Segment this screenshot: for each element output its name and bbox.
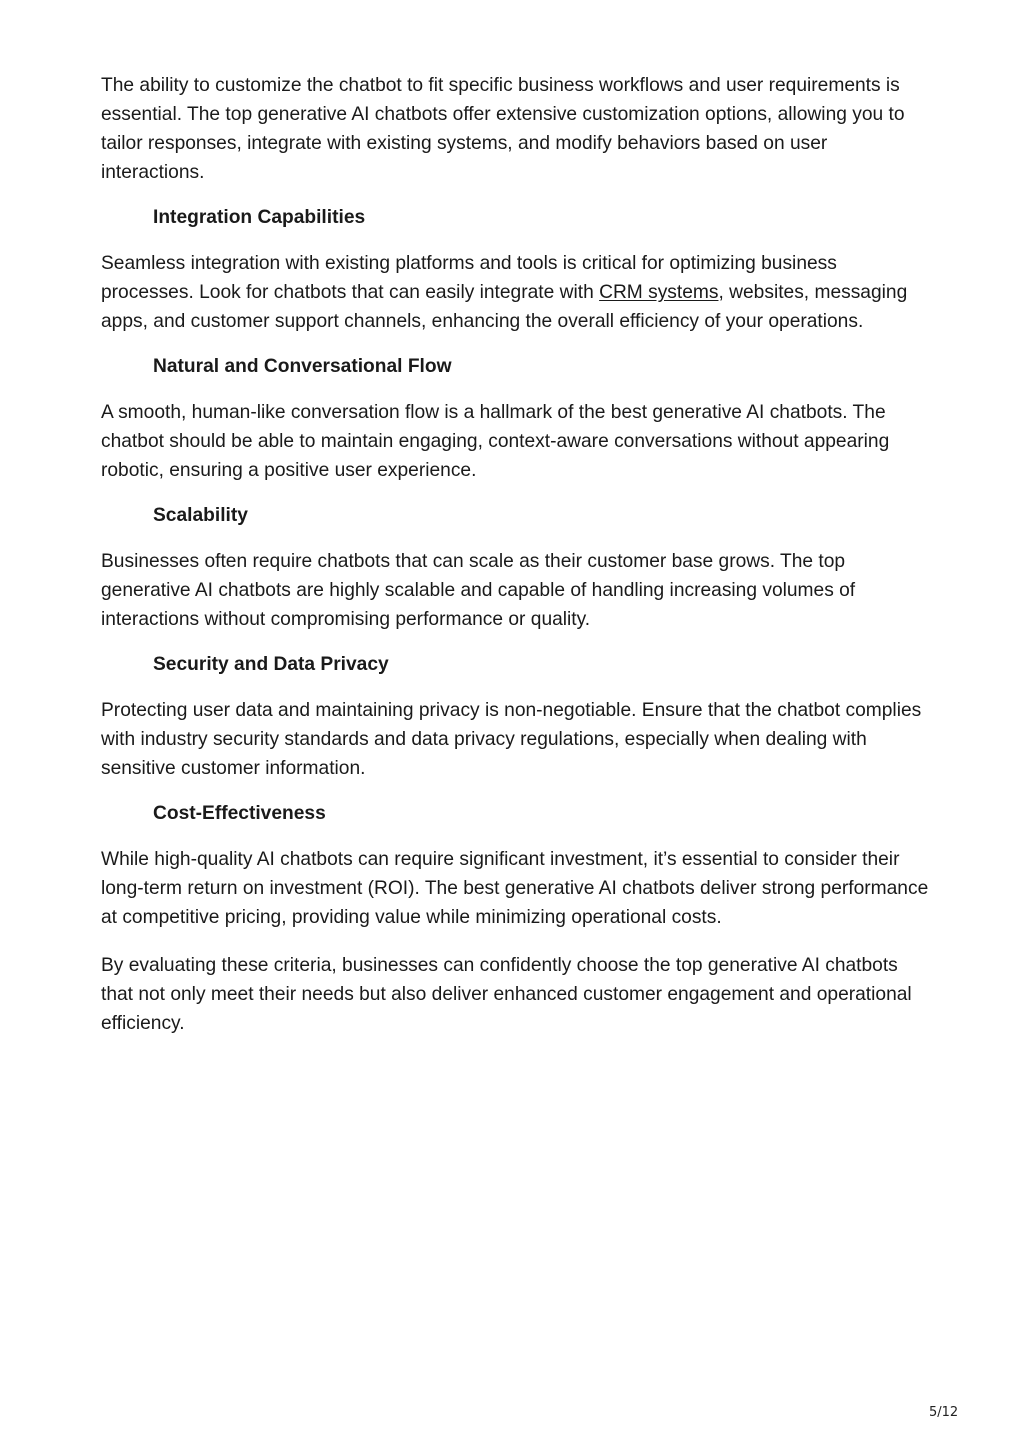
cost-paragraph: While high-quality AI chatbots can require significant investment, it’s essential to consider their long-term return on investment (ROI). The best generative AI chatbots deliver strong performance at competitive pricing, providing value while minimizing operational costs. — [101, 849, 929, 928]
crm-systems-link[interactable]: CRM systems — [599, 282, 719, 303]
flow-paragraph: A smooth, human-like conversation flow is a hallmark of the best generative AI chatbots. The chatbot should be able to maintain engaging, context-aware conversations without appearing robotic, ensuring a positive user experience. — [101, 402, 890, 481]
scalability-paragraph: Businesses often require chatbots that can scale as their customer base grows. The top generative AI chatbots are highly scalable and capable of handling increasing volumes of interactions without compromising performance or quality. — [101, 551, 856, 630]
security-heading: Security and Data Privacy — [153, 654, 389, 675]
scalability-heading: Scalability — [153, 505, 248, 526]
intro-paragraph: The ability to customize the chatbot to fit specific business workflows and user requirements is essential. The top generative AI chatbots offer extensive customization options, allowing you to tailor responses, integrate with existing systems, and modify behaviors based on user interactions. — [101, 75, 905, 183]
integration-text-before-link: Seamless integration with existing platforms and tools is critical for optimizing business processes. Look for chatbots that can easily integrate with — [101, 253, 837, 303]
integration-text-after-link: , websites, messaging apps, and customer support channels, enhancing the overall efficiency of your operations. — [101, 282, 908, 332]
integration-heading: Integration Capabilities — [153, 207, 366, 228]
flow-heading: Natural and Conversational Flow — [153, 356, 452, 377]
integration-paragraph — [101, 249, 931, 336]
page-number: 5/12 — [929, 1405, 959, 1420]
security-paragraph: Protecting user data and maintaining privacy is non-negotiable. Ensure that the chatbot complies with industry security standards and data privacy regulations, especially when dealing with sensitive customer information. — [101, 700, 922, 779]
document-body — [101, 71, 931, 1057]
conclusion-paragraph: By evaluating these criteria, businesses can confidently choose the top generative AI chatbots that not only meet their needs but also deliver enhanced customer engagement and operational efficiency. — [101, 955, 912, 1034]
cost-heading: Cost-Effectiveness — [153, 803, 326, 824]
